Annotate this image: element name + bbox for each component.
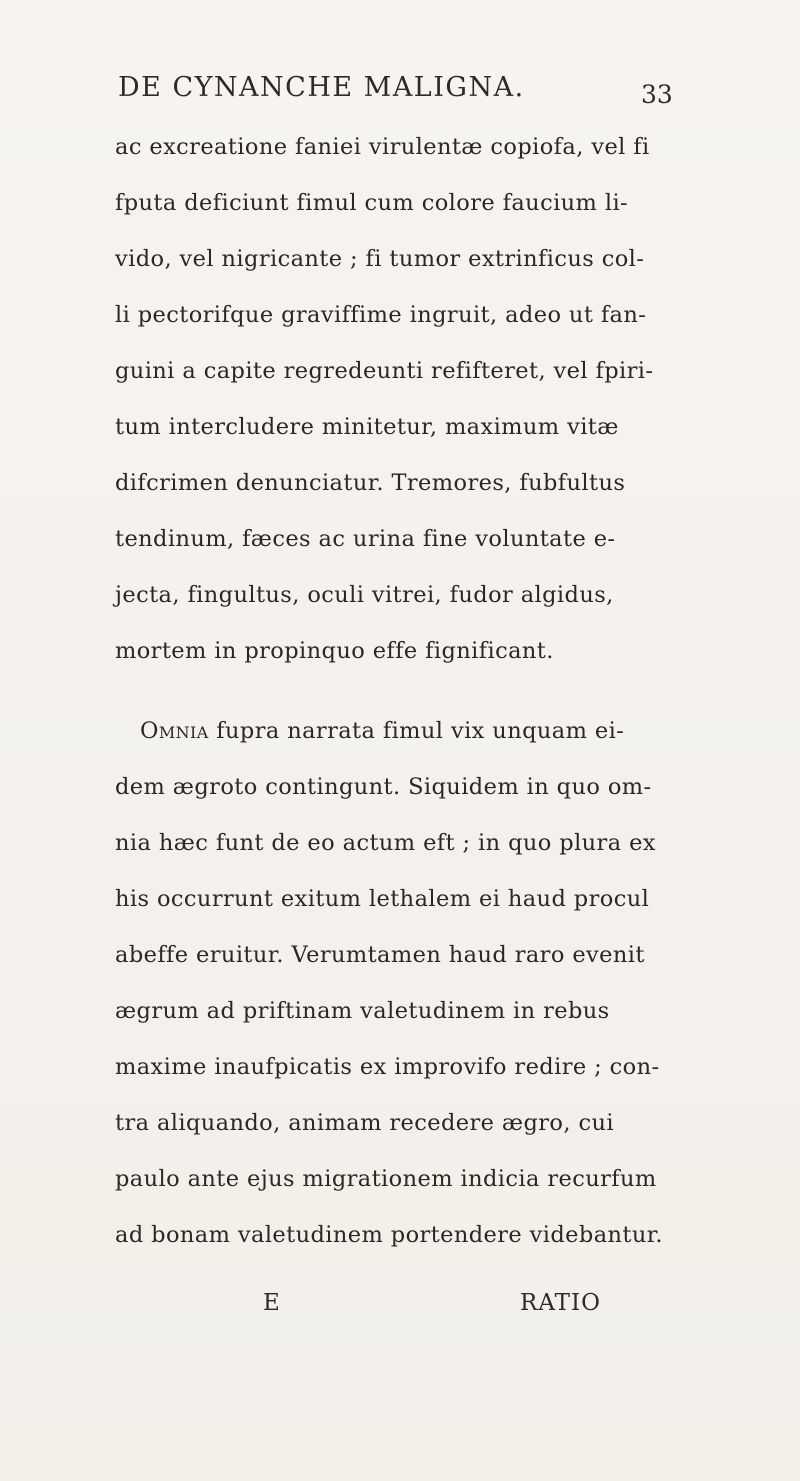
text-line: his occurrunt exitum lethalem ei haud procul [115, 886, 650, 912]
text-line: difcrimen denunciatur. Tremores, fubfultus [115, 470, 626, 496]
text-line: tra aliquando, animam recedere ægro, cui [115, 1110, 614, 1136]
signature-mark: E [263, 1290, 280, 1316]
page-header [0, 72, 800, 122]
text-line: dem ægroto contingunt. Siquidem in quo om- [115, 774, 652, 800]
text-line: ac excreatione faniei virulentæ copiofa, vel fi [115, 134, 650, 160]
text-line: tendinum, fæces ac urina fine voluntate e- [115, 526, 616, 552]
text-line: li pectorifque graviffime ingruit, adeo ut fan- [115, 302, 647, 328]
text-line: abeffe eruitur. Verumtamen haud raro evenit [115, 942, 645, 968]
paragraph-initial-word: Omnia [140, 718, 209, 744]
page-footer [0, 1290, 800, 1324]
text-line: ægrum ad priftinam valetudinem in rebus [115, 998, 610, 1024]
text-line: maxime inaufpicatis ex improvifo redire ; con- [115, 1054, 660, 1080]
text-line-rest: fupra narrata fimul vix unquam ei- [208, 718, 625, 744]
paragraph-opening-line [140, 716, 624, 746]
text-line: tum intercludere minitetur, maximum vitæ [115, 414, 619, 440]
text-line: nia hæc funt de eo actum eft ; in quo plura ex [115, 830, 656, 856]
text-line: jecta, fingultus, oculi vitrei, fudor algidus, [115, 582, 614, 608]
catchword: RATIO [520, 1290, 601, 1316]
text-line: fputa deficiunt fimul cum colore faucium li- [115, 190, 629, 216]
text-line: ad bonam valetudinem portendere videbantur. [115, 1222, 663, 1248]
text-line: mortem in propinquo effe fignificant. [115, 638, 554, 664]
text-line: guini a capite regredeunti refifteret, vel fpiri- [115, 358, 654, 384]
text-line: paulo ante ejus migrationem indicia recurfum [115, 1166, 657, 1192]
running-head: DE CYNANCHE MALIGNA. [118, 72, 525, 103]
page-number: 33 [641, 80, 673, 109]
text-line: vido, vel nigricante ; fi tumor extrinficus col- [115, 246, 645, 272]
